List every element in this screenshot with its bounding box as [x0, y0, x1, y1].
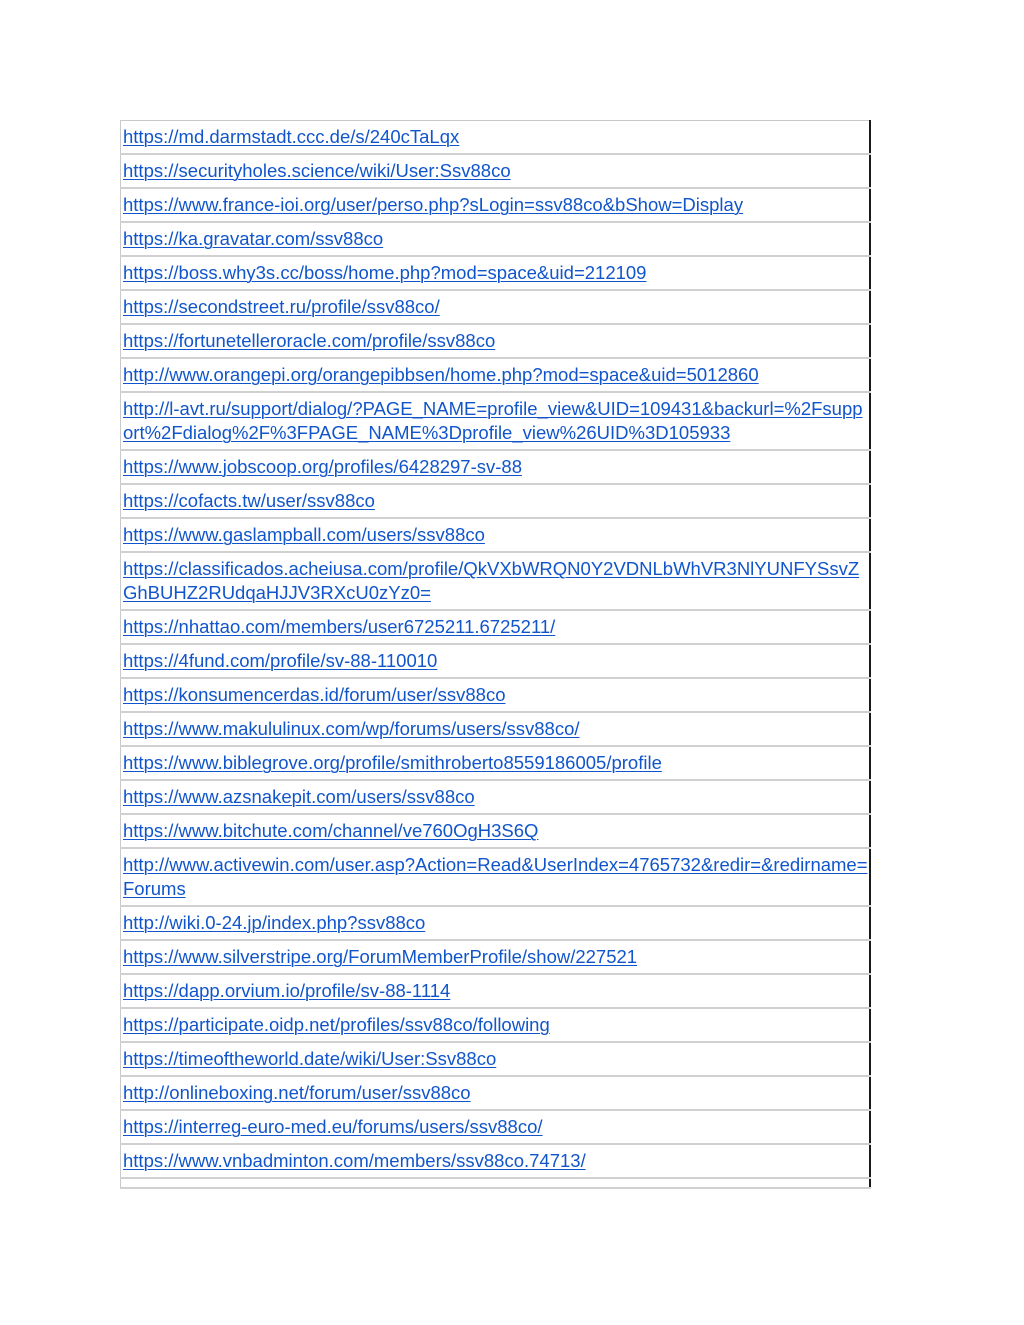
table-cell — [121, 644, 871, 678]
table-cell — [121, 154, 871, 188]
table-row — [121, 484, 871, 518]
profile-link[interactable]: https://www.makululinux.com/wp/forums/users/ssv88co/ — [123, 718, 580, 739]
table-cell — [121, 974, 871, 1008]
table-cell — [121, 1110, 871, 1144]
table-row — [121, 392, 871, 450]
table-row — [121, 906, 871, 940]
table-row — [121, 450, 871, 484]
table-row — [121, 1076, 871, 1110]
table-row — [121, 814, 871, 848]
table-cell — [121, 518, 871, 552]
table-cell — [121, 906, 871, 940]
table-cell — [121, 484, 871, 518]
table-cell — [121, 552, 871, 610]
table-cell — [121, 324, 871, 358]
table-cell — [121, 610, 871, 644]
profile-link[interactable]: https://participate.oidp.net/profiles/ssv88co/following — [123, 1014, 550, 1035]
profile-link[interactable]: https://4fund.com/profile/sv-88-110010 — [123, 650, 438, 671]
table-row — [121, 780, 871, 814]
table-cell — [121, 450, 871, 484]
table-cell — [121, 1042, 871, 1076]
table-row — [121, 712, 871, 746]
table-cell — [121, 814, 871, 848]
table-row — [121, 324, 871, 358]
table-row — [121, 974, 871, 1008]
table-cell — [121, 290, 871, 324]
table-row — [121, 1178, 871, 1188]
profile-link[interactable]: https://www.silverstripe.org/ForumMemberProfile/show/227521 — [123, 946, 638, 967]
profile-link[interactable]: https://konsumencerdas.id/forum/user/ssv88co — [123, 684, 506, 705]
table-cell — [121, 256, 871, 290]
profile-link[interactable]: https://www.gaslampball.com/users/ssv88co — [123, 524, 485, 545]
table-row — [121, 746, 871, 780]
table-cell — [121, 1144, 871, 1178]
table-cell — [121, 222, 871, 256]
table-row — [121, 290, 871, 324]
table-row — [121, 644, 871, 678]
profile-link[interactable]: https://md.darmstadt.ccc.de/s/240cTaLqx — [123, 126, 460, 147]
table-row — [121, 154, 871, 188]
profile-link[interactable]: http://wiki.0-24.jp/index.php?ssv88co — [123, 912, 426, 933]
profile-link[interactable]: https://dapp.orvium.io/profile/sv-88-1114 — [123, 980, 451, 1001]
profile-link[interactable]: https://securityholes.science/wiki/User:Ssv88co — [123, 160, 511, 181]
table-cell — [121, 780, 871, 814]
profile-link[interactable]: https://www.vnbadminton.com/members/ssv88co.74713/ — [123, 1150, 586, 1171]
profile-link[interactable]: https://www.azsnakepit.com/users/ssv88co — [123, 786, 475, 807]
profile-link[interactable]: https://fortunetelleroracle.com/profile/ssv88co — [123, 330, 496, 351]
profile-link[interactable]: https://www.bitchute.com/channel/ve760OgH3S6Q — [123, 820, 539, 841]
link-table — [120, 120, 871, 1189]
table-cell — [121, 940, 871, 974]
table-row — [121, 678, 871, 712]
profile-link[interactable]: http://www.activewin.com/user.asp?Action=Read&UserIndex=4765732&redir=&redirname=Forums — [123, 854, 868, 899]
table-row — [121, 358, 871, 392]
profile-link[interactable]: https://www.jobscoop.org/profiles/6428297-sv-88 — [123, 456, 522, 477]
profile-link[interactable]: http://onlineboxing.net/forum/user/ssv88co — [123, 1082, 471, 1103]
profile-link[interactable]: http://l-avt.ru/support/dialog/?PAGE_NAME=profile_view&UID=109431&backurl=%2Fsupport%2Fdialog%2F%3FPAGE_NAME%3Dprofile_view%26UID%3D105933 — [123, 398, 863, 443]
table-cell — [121, 392, 871, 450]
table-cell — [121, 121, 871, 155]
table-row — [121, 552, 871, 610]
link-table-body — [121, 121, 871, 1189]
profile-link[interactable]: https://interreg-euro-med.eu/forums/users/ssv88co/ — [123, 1116, 543, 1137]
profile-link[interactable]: https://secondstreet.ru/profile/ssv88co/ — [123, 296, 440, 317]
profile-link[interactable]: https://boss.why3s.cc/boss/home.php?mod=space&uid=212109 — [123, 262, 647, 283]
profile-link[interactable]: https://www.biblegrove.org/profile/smithroberto8559186005/profile — [123, 752, 662, 773]
table-cell — [121, 1076, 871, 1110]
table-row — [121, 848, 871, 906]
profile-link[interactable]: https://classificados.acheiusa.com/profile/QkVXbWRQN0Y2VDNLbWhVR3NlYUNFYSsvZGhBUHZ2RUdqaHJJV3RXcU0zYz0= — [123, 558, 860, 603]
table-row — [121, 256, 871, 290]
profile-link[interactable]: https://cofacts.tw/user/ssv88co — [123, 490, 375, 511]
table-row — [121, 518, 871, 552]
table-cell — [121, 678, 871, 712]
table-row — [121, 1144, 871, 1178]
profile-link[interactable]: https://www.france-ioi.org/user/perso.php?sLogin=ssv88co&bShow=Display — [123, 194, 744, 215]
table-row — [121, 1042, 871, 1076]
table-cell — [121, 358, 871, 392]
profile-link[interactable]: https://nhattao.com/members/user6725211.6725211/ — [123, 616, 556, 637]
table-cell — [121, 848, 871, 906]
table-cell — [121, 188, 871, 222]
table-cell — [121, 1008, 871, 1042]
table-row — [121, 222, 871, 256]
table-cell — [121, 746, 871, 780]
profile-link[interactable]: https://timeoftheworld.date/wiki/User:Ssv88co — [123, 1048, 497, 1069]
table-cell — [121, 1178, 871, 1188]
profile-link[interactable]: https://ka.gravatar.com/ssv88co — [123, 228, 384, 249]
table-row — [121, 1110, 871, 1144]
table-row — [121, 940, 871, 974]
table-row — [121, 188, 871, 222]
table-cell — [121, 712, 871, 746]
table-row — [121, 610, 871, 644]
table-row — [121, 1008, 871, 1042]
profile-link[interactable]: http://www.orangepi.org/orangepibbsen/home.php?mod=space&uid=5012860 — [123, 364, 759, 385]
table-row — [121, 121, 871, 155]
